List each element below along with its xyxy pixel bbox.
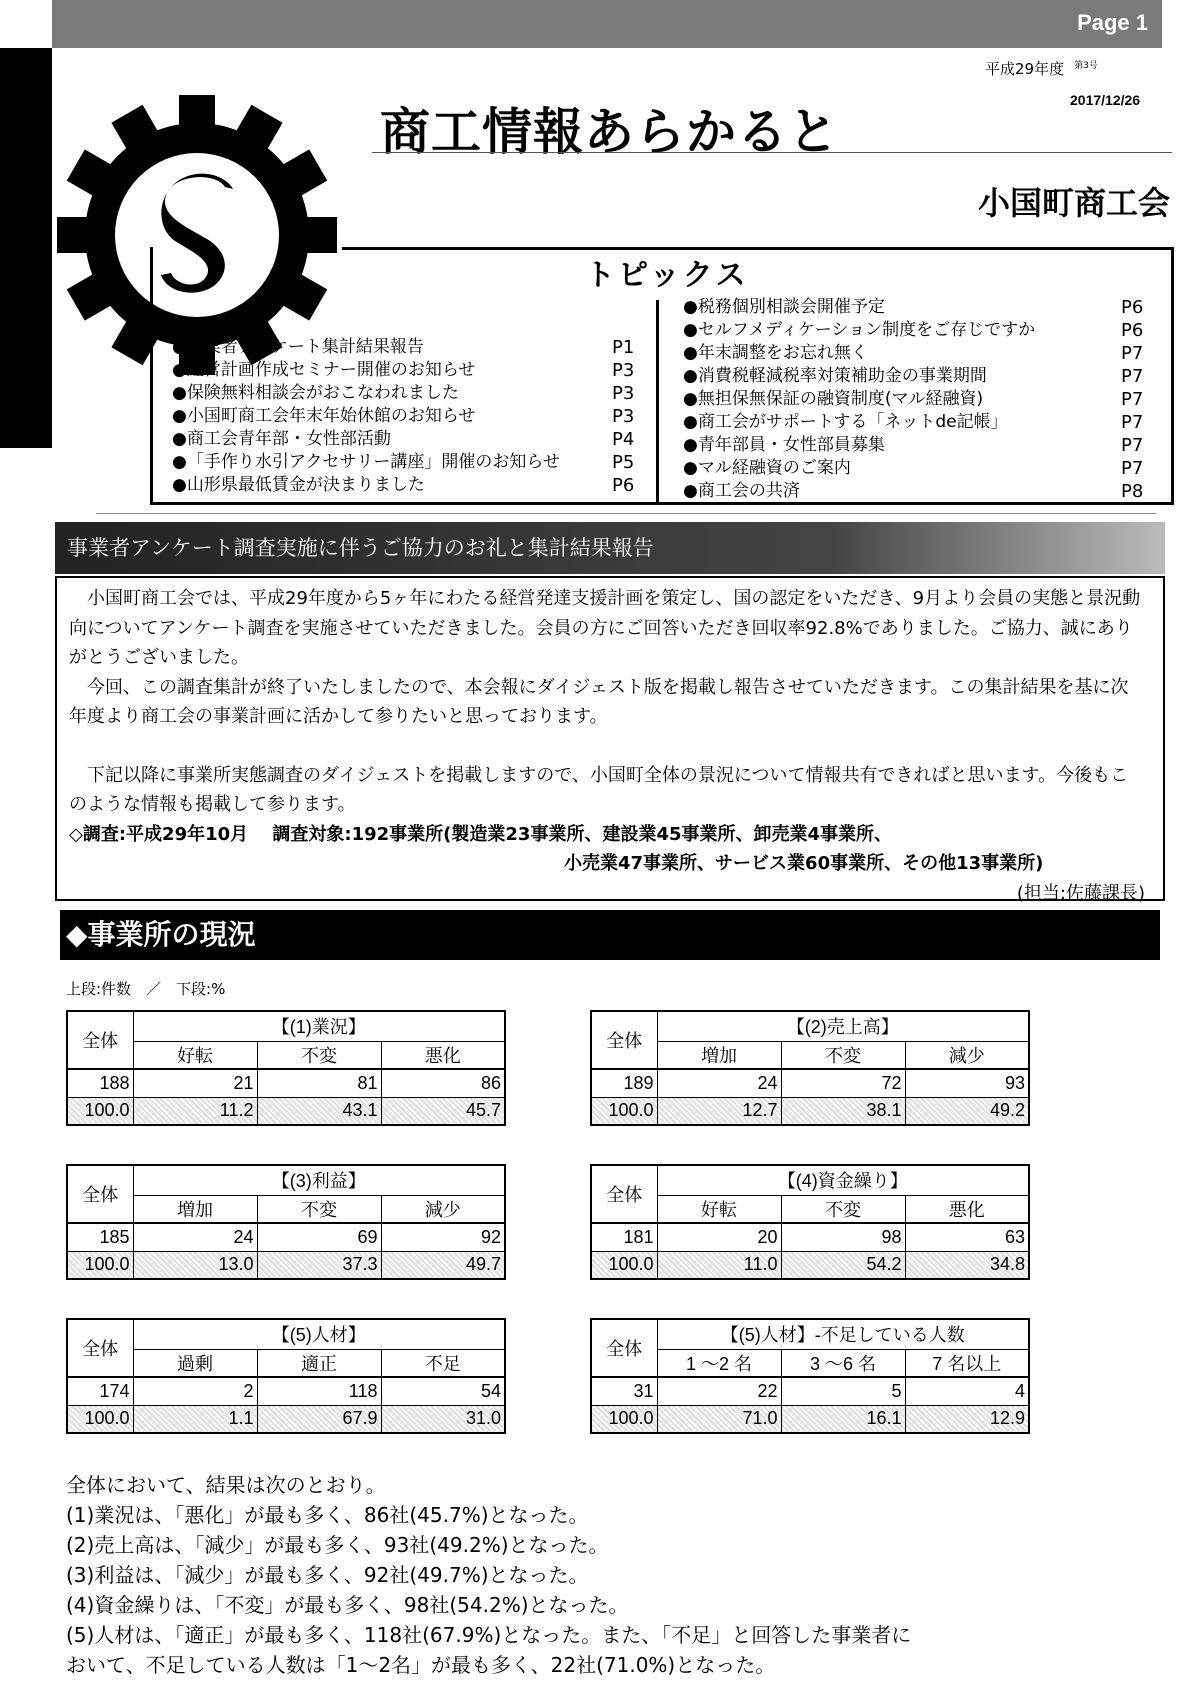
topic-text: ●事業者アンケート集計結果報告 <box>172 337 424 357</box>
summary-line: (1)業況は、「悪化」が最も多く、86社(45.7%)となった。 <box>66 1503 589 1527</box>
topic-page: P3 <box>612 360 635 381</box>
column-header: 不変 <box>257 1195 381 1223</box>
column-header: 不足 <box>381 1349 505 1377</box>
percent-cell: 49.7 <box>381 1251 505 1279</box>
topic-item <box>172 382 642 405</box>
topic-text: ●商工会の共済 <box>683 481 800 501</box>
topic-page: P8 <box>1121 481 1144 502</box>
percent-cell: 100.0 <box>591 1097 657 1125</box>
count-cell: 185 <box>67 1223 133 1251</box>
count-cell: 188 <box>67 1069 133 1097</box>
percent-cell: 13.0 <box>133 1251 257 1279</box>
topic-text: ●保険無料相談会がおこなわれました <box>172 383 459 403</box>
topics-divider <box>656 300 659 505</box>
table-title: 【(5)人材】-不足している人数 <box>657 1319 1029 1349</box>
left-black-bar <box>0 48 52 448</box>
volume-label: 平成29年度 $^{第3号}$ <box>985 60 1098 78</box>
count-cell: 189 <box>591 1069 657 1097</box>
survey-info: 小売業47事業所、サービス業60事業所、その他13事業所) <box>564 853 1044 874</box>
topic-item <box>683 342 1153 365</box>
survey-table <box>66 1164 506 1280</box>
page-label: Page 1 <box>1077 10 1148 35</box>
percent-cell: 49.2 <box>905 1097 1029 1125</box>
column-header: 7 名以上 <box>905 1349 1029 1377</box>
count-cell: 54 <box>381 1377 505 1405</box>
topic-text: ●マル経融資のご案内 <box>683 458 851 478</box>
topic-text: ●青年部員・女性部員募集 <box>683 435 885 455</box>
percent-cell: 71.0 <box>657 1405 781 1433</box>
column-header: 過剰 <box>133 1349 257 1377</box>
topic-page: P3 <box>612 406 635 427</box>
survey-table <box>66 1010 506 1126</box>
percent-cell: 37.3 <box>257 1251 381 1279</box>
topic-item <box>172 451 642 474</box>
percent-cell: 100.0 <box>67 1251 133 1279</box>
article-paragraph: 小国町商工会では、平成29年度から5ヶ年にわたる経営発達支援計画を策定し、国の認定をいただき、9月より会員の実態と景況動向についてアンケート調査を実施させていただきました。会員の方にご回答いただき回収率92.8%でありました。ご協力、誠にありがとうございました。 <box>69 588 1141 668</box>
count-cell: 86 <box>381 1069 505 1097</box>
count-cell: 63 <box>905 1223 1029 1251</box>
count-cell: 118 <box>257 1377 381 1405</box>
summary-line: (5)人材は、「適正」が最も多く、118社(67.9%)となった。また、「不足」と回答した事業者に <box>66 1623 912 1647</box>
status-heading: ◆事業所の現況 <box>60 910 1160 960</box>
topic-item <box>172 405 642 428</box>
count-cell: 20 <box>657 1223 781 1251</box>
topic-page: P6 <box>612 475 635 496</box>
survey-table <box>590 1164 1030 1280</box>
issue-date: 2017/12/26 <box>1070 92 1141 108</box>
summary-text <box>66 1470 911 1680</box>
summary-line: (3)利益は、「減少」が最も多く、92社(49.7%)となった。 <box>66 1563 589 1587</box>
percent-cell: 100.0 <box>591 1251 657 1279</box>
units-note: 上段:件数 ／ 下段:% <box>66 980 226 998</box>
organization-name: 小国町商工会 <box>977 184 1170 222</box>
table-title: 【(4)資金繰り】 <box>657 1165 1029 1195</box>
topic-page: P6 <box>1121 297 1144 318</box>
survey-info: ◇調査:平成29年10月 調査対象:192事業所(製造業23事業所、建設業45事業所、卸売業4事業所、 <box>69 823 893 845</box>
column-header: 増加 <box>657 1041 781 1069</box>
percent-cell: 67.9 <box>257 1405 381 1433</box>
table-title: 【(5)人材】 <box>133 1319 505 1349</box>
survey-table <box>66 1318 506 1434</box>
column-header: 1 〜2 名 <box>657 1349 781 1377</box>
topic-item <box>172 336 642 359</box>
section-divider <box>96 513 1156 514</box>
topic-text: ●無担保無保証の融資制度(マル経融資) <box>683 389 984 409</box>
table-title: 【(1)業況】 <box>133 1011 505 1041</box>
topic-item <box>683 434 1153 457</box>
topic-page: P7 <box>1121 412 1144 433</box>
article-body <box>55 576 1165 904</box>
topics-list-left <box>172 336 642 497</box>
percent-cell: 54.2 <box>781 1251 905 1279</box>
total-header: 全体 <box>67 1011 133 1069</box>
topic-text: ●「手作り水引アクセサリー講座」開催のお知らせ <box>172 452 560 472</box>
count-cell: 174 <box>67 1377 133 1405</box>
percent-cell: 11.2 <box>133 1097 257 1125</box>
count-cell: 93 <box>905 1069 1029 1097</box>
topic-page: P3 <box>612 383 635 404</box>
column-header: 悪化 <box>381 1041 505 1069</box>
topic-item <box>683 411 1153 434</box>
count-cell: 24 <box>133 1223 257 1251</box>
contact-person: (担当:佐藤課長) <box>1016 882 1145 904</box>
column-header: 減少 <box>905 1041 1029 1069</box>
topics-heading: トピックス <box>585 258 749 293</box>
summary-line: おいて、不足している人数は「1〜2名」が最も多く、22社(71.0%)となった。 <box>66 1653 776 1677</box>
topic-text: ●税務個別相談会開催予定 <box>683 297 885 317</box>
percent-cell: 12.9 <box>905 1405 1029 1433</box>
percent-cell: 43.1 <box>257 1097 381 1125</box>
count-cell: 5 <box>781 1377 905 1405</box>
topic-page: P7 <box>1121 389 1144 410</box>
survey-table <box>590 1010 1030 1126</box>
total-header: 全体 <box>67 1319 133 1377</box>
topics-list-right <box>683 296 1153 503</box>
topic-item <box>683 319 1153 342</box>
column-header: 適正 <box>257 1349 381 1377</box>
count-cell: 22 <box>657 1377 781 1405</box>
topic-item <box>683 296 1153 319</box>
topic-item <box>683 480 1153 503</box>
topic-text: ●経営計画作成セミナー開催のお知らせ <box>172 360 476 380</box>
topic-page: P7 <box>1121 458 1144 479</box>
count-cell: 2 <box>133 1377 257 1405</box>
total-header: 全体 <box>67 1165 133 1223</box>
count-cell: 4 <box>905 1377 1029 1405</box>
percent-cell: 38.1 <box>781 1097 905 1125</box>
topic-page: P6 <box>1121 320 1144 341</box>
topic-item <box>172 428 642 451</box>
topic-item <box>683 365 1153 388</box>
topic-page: P7 <box>1121 435 1144 456</box>
table-title: 【(3)利益】 <box>133 1165 505 1195</box>
total-header: 全体 <box>591 1165 657 1223</box>
topic-page: P7 <box>1121 343 1144 364</box>
percent-cell: 11.0 <box>657 1251 781 1279</box>
topic-text: ●消費税軽減税率対策補助金の事業期間 <box>683 366 987 386</box>
column-header: 減少 <box>381 1195 505 1223</box>
percent-cell: 31.0 <box>381 1405 505 1433</box>
topic-item <box>683 457 1153 480</box>
count-cell: 81 <box>257 1069 381 1097</box>
column-header: 不変 <box>781 1041 905 1069</box>
topic-text: ●セルフメディケーション制度をご存じですか <box>683 320 1036 340</box>
topic-page: P5 <box>612 452 635 473</box>
column-header: 悪化 <box>905 1195 1029 1223</box>
article-paragraph: 今回、この調査集計が終了いたしましたので、本会報にダイジェスト版を掲載し報告させていただきます。この集計結果を基に次年度より商工会の事業計画に活かして参りたいと思っております。 <box>69 676 1129 727</box>
column-header: 3 〜6 名 <box>781 1349 905 1377</box>
title-divider <box>372 152 1172 153</box>
topic-page: P4 <box>612 429 635 450</box>
count-cell: 69 <box>257 1223 381 1251</box>
topic-item <box>683 388 1153 411</box>
topic-text: ●小国町商工会年末年始休館のお知らせ <box>172 406 476 426</box>
count-cell: 24 <box>657 1069 781 1097</box>
issue-number: 第3号 <box>1074 61 1098 71</box>
percent-cell: 16.1 <box>781 1405 905 1433</box>
percent-cell: 100.0 <box>67 1097 133 1125</box>
topic-item <box>172 474 642 497</box>
topic-page: P7 <box>1121 366 1144 387</box>
summary-line: (2)売上高は、「減少」が最も多く、93社(49.2%)となった。 <box>66 1533 609 1557</box>
percent-cell: 100.0 <box>591 1405 657 1433</box>
topic-text: ●年末調整をお忘れ無く <box>683 343 868 363</box>
count-cell: 72 <box>781 1069 905 1097</box>
column-header: 不変 <box>781 1195 905 1223</box>
count-cell: 92 <box>381 1223 505 1251</box>
column-header: 不変 <box>257 1041 381 1069</box>
topic-text: ●商工会がサポートする「ネットde記帳」 <box>683 412 1008 432</box>
total-header: 全体 <box>591 1319 657 1377</box>
percent-cell: 45.7 <box>381 1097 505 1125</box>
topic-text: ●商工会青年部・女性部活動 <box>172 429 391 449</box>
percent-cell: 12.7 <box>657 1097 781 1125</box>
header-bar <box>52 0 1162 48</box>
percent-cell: 100.0 <box>67 1405 133 1433</box>
topic-page: P1 <box>612 337 635 358</box>
percent-cell: 1.1 <box>133 1405 257 1433</box>
table-title: 【(2)売上高】 <box>657 1011 1029 1041</box>
total-header: 全体 <box>591 1011 657 1069</box>
article-paragraph: 下記以降に事業所実態調査のダイジェストを掲載しますので、小国町全体の景況について情報共有できればと思います。今後もこのような情報も掲載して参ります。 <box>69 764 1129 815</box>
column-header: 好転 <box>133 1041 257 1069</box>
count-cell: 31 <box>591 1377 657 1405</box>
summary-line: 全体において、結果は次のとおり。 <box>66 1473 386 1497</box>
summary-line: (4)資金繰りは、「不変」が最も多く、98社(54.2%)となった。 <box>66 1593 629 1617</box>
topic-text: ●山形県最低賃金が決まりました <box>172 475 425 495</box>
article-heading: 事業者アンケート調査実施に伴うご協力のお礼と集計結果報告 <box>55 522 1165 574</box>
count-cell: 98 <box>781 1223 905 1251</box>
topic-item <box>172 359 642 382</box>
survey-table <box>590 1318 1030 1434</box>
column-header: 好転 <box>657 1195 781 1223</box>
column-header: 増加 <box>133 1195 257 1223</box>
percent-cell: 34.8 <box>905 1251 1029 1279</box>
count-cell: 21 <box>133 1069 257 1097</box>
count-cell: 181 <box>591 1223 657 1251</box>
newsletter-title: 商工情報あらかると <box>380 103 839 161</box>
